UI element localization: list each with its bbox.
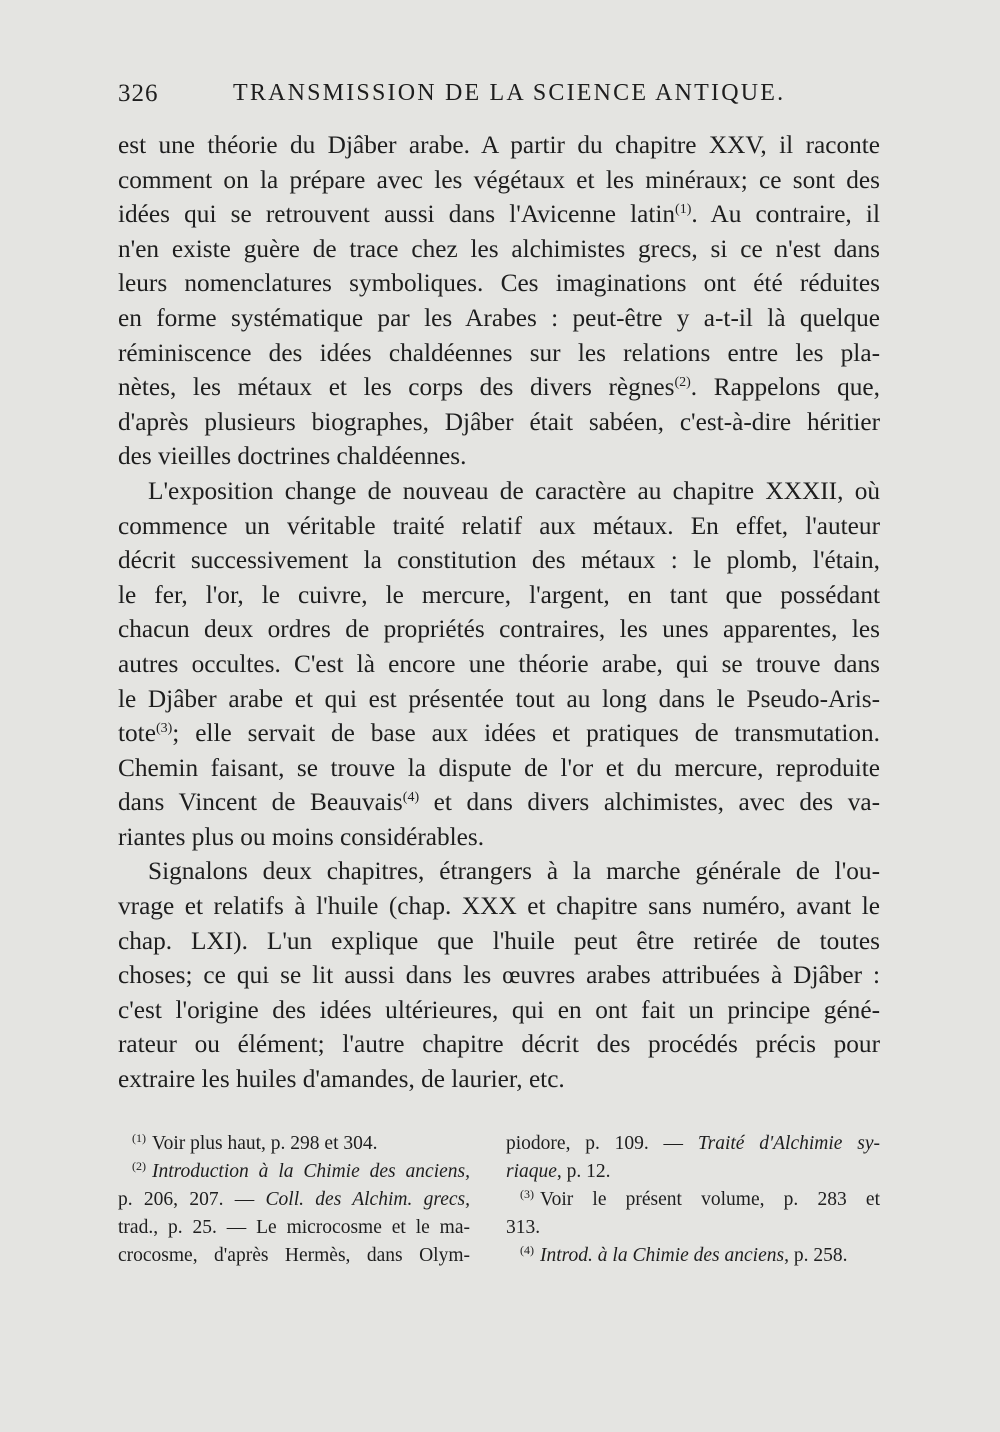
text-line: chap. LXI). L'un explique que l'huile peut être retirée de toutes [118, 926, 880, 955]
text-line: le Djâber arabe et qui est présentée tout au long dans le Pseudo-Aris- [118, 684, 880, 713]
text-line: Signalons deux chapitres, étrangers à la marche générale de l'ou- [148, 857, 880, 886]
footnote-text: Voir plus haut, p. 298 et 304. [152, 1133, 378, 1154]
text-line: comment on la prépare avec les végétaux et les minéraux; ce sont des [118, 165, 880, 194]
footnote-2-line: crocosme, d'après Hermès, dans Olym- [118, 1245, 470, 1266]
footnote-text: Traité d'Alchimie sy- [697, 1133, 880, 1154]
footnote-3-line: 313. [506, 1217, 541, 1238]
text-segment: . Rappelons que, [690, 373, 880, 402]
text-segment: tote [118, 719, 156, 748]
text-line: en forme systématique par les Arabes : peut-être y a-t-il là quelque [118, 303, 880, 332]
footnotes-left-column [118, 1130, 470, 1270]
body-text [118, 128, 880, 1097]
text-line: n'en existe guère de trace chez les alchimistes grecs, si ce n'est dans [118, 234, 880, 263]
text-line: leurs nomenclatures symboliques. Ces imaginations ont été réduites [118, 269, 880, 298]
footnote-text: riaque [506, 1161, 557, 1182]
footnote-ref[interactable]: (2) [674, 375, 691, 391]
text-line: choses; ce qui se lit aussi dans les œuvres arabes attribuées à Djâber : [118, 961, 880, 990]
footnote-ref[interactable]: (3) [155, 721, 173, 737]
text-line: riantes plus ou moins considérables. [118, 822, 485, 851]
footnote-text: Coll. des Alchim. grecs, [265, 1189, 471, 1210]
text-line: extraire les huiles d'amandes, de laurier, etc. [118, 1065, 565, 1094]
text-line: d'après plusieurs biographes, Djâber était sabéen, c'est-à-dire héritier [118, 407, 880, 436]
text-line: Chemin faisant, se trouve la dispute de l'or et du mercure, reproduite [118, 753, 880, 782]
footnote-text: p. 206, 207. — [118, 1189, 266, 1210]
text-segment: ; elle servait de base aux idées et pratiques de transmutation. [172, 719, 880, 748]
text-segment: nètes, les métaux et les corps des divers règnes [118, 373, 675, 402]
text-line: vrage et relatifs à l'huile (chap. XXX et chapitre sans numéro, avant le [118, 892, 880, 921]
footnotes [118, 1130, 880, 1280]
page-number: 326 [118, 80, 159, 107]
text-line: L'exposition change de nouveau de caractère au chapitre XXXII, où [148, 476, 880, 505]
text-line: des vieilles doctrines chaldéennes. [118, 442, 467, 471]
footnote-number: (1) [132, 1131, 146, 1145]
text-line: autres occultes. C'est là encore une théorie arabe, qui se trouve dans [118, 649, 880, 678]
text-line [118, 785, 880, 820]
text-segment: idées qui se retrouvent aussi dans l'Avicenne latin [118, 200, 676, 229]
text-line [118, 370, 880, 405]
text-line: le fer, l'or, le cuivre, le mercure, l'argent, en tant que possédant [118, 580, 880, 609]
footnote-text: , p. 12. [556, 1161, 611, 1182]
text-segment: dans Vincent de Beauvais [118, 788, 403, 817]
text-line: commence un véritable traité relatif aux métaux. En effet, l'auteur [118, 511, 880, 540]
footnote-4 [506, 1242, 880, 1270]
footnote-3 [506, 1186, 880, 1214]
running-head [118, 80, 880, 114]
footnote-text: , p. 258. [784, 1245, 848, 1266]
text-line: c'est l'origine des idées ultérieures, qui en ont fait un principe géné- [118, 995, 880, 1024]
text-line: rateur ou élément; l'autre chapitre décrit des procédés précis pour [118, 1030, 880, 1059]
text-line: réminiscence des idées chaldéennes sur les relations entre les pla- [118, 338, 880, 367]
footnote-number: (4) [520, 1243, 534, 1257]
footnote-2-line [506, 1130, 880, 1158]
footnote-number: (3) [520, 1187, 534, 1201]
text-segment: . Au contraire, il [691, 200, 880, 229]
footnote-ref[interactable]: (1) [675, 202, 692, 218]
footnote-2-line [118, 1186, 470, 1214]
footnotes-right-column [506, 1130, 880, 1270]
footnote-ref[interactable]: (4) [402, 790, 420, 806]
footnote-text: Introduction à la Chimie des anciens, [152, 1161, 470, 1182]
text-line: est une théorie du Djâber arabe. A partir du chapitre XXV, il raconte [118, 131, 880, 159]
footnote-text: piodore, p. 109. — [506, 1133, 698, 1154]
footnote-1 [118, 1130, 470, 1158]
text-line [118, 716, 880, 751]
footnote-number: (2) [132, 1159, 146, 1173]
footnote-2-line [506, 1158, 880, 1186]
text-segment: et dans divers alchimistes, avec des va- [419, 788, 880, 817]
footnote-2 [118, 1158, 470, 1186]
text-line: décrit successivement la constitution des métaux : le plomb, l'étain, [118, 546, 880, 575]
running-title: TRANSMISSION DE LA SCIENCE ANTIQUE. [233, 80, 786, 106]
text-line: chacun deux ordres de propriétés contraires, les unes apparentes, les [118, 615, 880, 644]
footnote-text: Voir le présent volume, p. 283 et [540, 1189, 880, 1210]
footnote-2-line: trad., p. 25. — Le microcosme et le ma- [118, 1217, 470, 1238]
text-line [118, 197, 880, 232]
footnote-text: Introd. à la Chimie des anciens [540, 1245, 785, 1266]
